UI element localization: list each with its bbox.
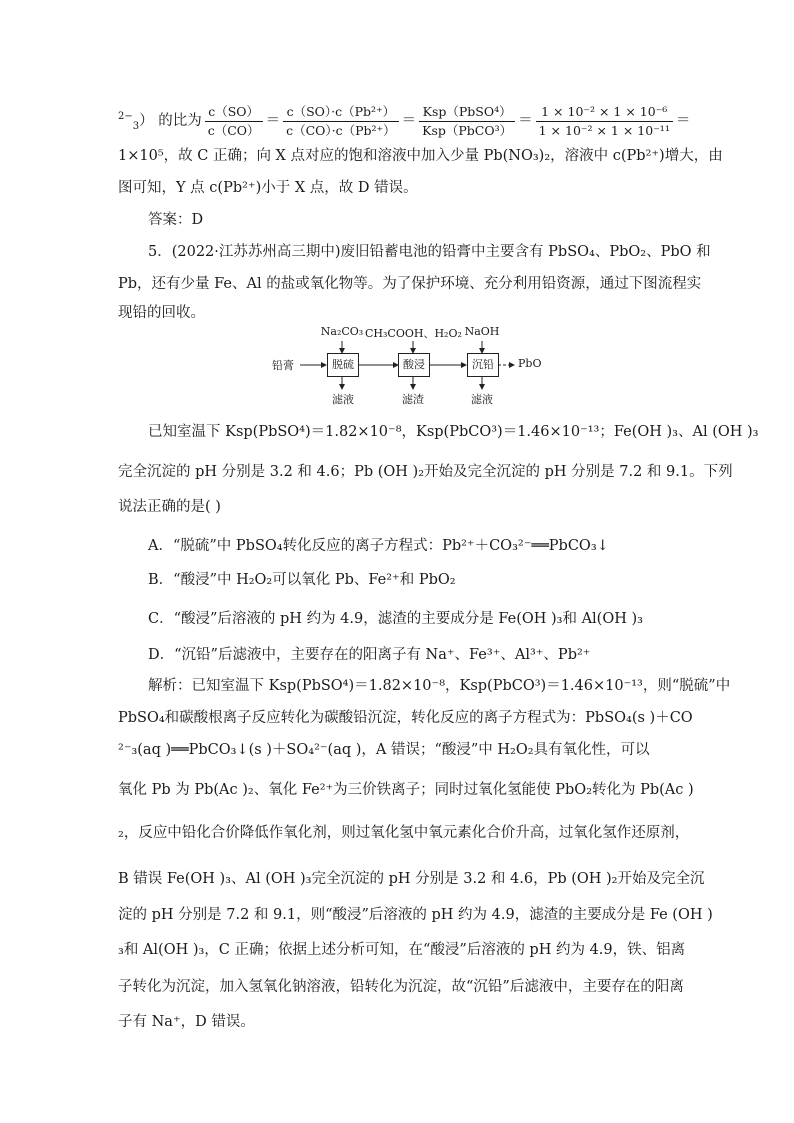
ratio-intro: ） 的比为 xyxy=(139,113,202,129)
analysis-line: 氧化 Pb 为 Pb(Ac )₂、氧化 Fe²⁺为三价铁离子；同时过氧化氢能使 PbO₂转化为 Pb(Ac ) xyxy=(118,782,694,798)
analysis-line: ²⁻₃(aq )══PbCO₃↓(s )＋SO₄²⁻(aq )，A 错误；“酸浸”中 H₂O₂具有氧化性，可以 xyxy=(118,742,650,758)
option-d: D．“沉铅”后滤液中，主要存在的阳离子有 Na⁺、Fe³⁺、Al³⁺、Pb²⁺ xyxy=(148,647,591,663)
text-line: 完全沉淀的 pH 分别是 3.2 和 4.6；Pb (OH )₂开始及完全沉淀的 pH 分别是 7.2 和 9.1。下列 xyxy=(118,464,733,480)
ion-charge: 2− xyxy=(118,111,133,122)
option-c: C．“酸浸”后溶液的 pH 约为 4.9，滤渣的主要成分是 Fe(OH )₃和 Al(OH )₃ xyxy=(148,611,643,627)
analysis-line: PbSO₄和碳酸根离子反应转化为碳酸铅沉淀，转化反应的离子方程式为：PbSO₄(s )＋CO xyxy=(118,710,693,726)
product-label: PbO xyxy=(518,357,542,370)
reagent-label: NaOH xyxy=(464,325,500,338)
start-label: 铅膏 xyxy=(272,359,294,372)
fraction-4: $\frac{\text{1 × 10⁻² × 1 × 10⁻⁶}}{\text{1 × 10⁻² × 1 × 10⁻¹¹}}$ xyxy=(536,104,673,139)
output-label: 滤渣 xyxy=(402,393,424,406)
fraction-1: $\frac{c(SO)}{c(CO)}$ xyxy=(205,104,263,139)
equals-sign: ＝ xyxy=(265,113,281,129)
output-label: 滤液 xyxy=(332,393,354,406)
analysis-line: 解析：已知室温下 Ksp(PbSO⁴)＝1.82×10⁻⁸，Ksp(PbCO³)＝1.46×10⁻¹³，则“脱硫”中 xyxy=(148,678,731,694)
process-box-desulfurize: 脱硫 xyxy=(327,353,359,377)
analysis-line: 子转化为沉淀，加入氢氧化钠溶液，铅转化为沉淀，故“沉铅”后滤液中，主要存在的阳离 xyxy=(118,979,684,995)
text-line: 图可知，Y 点 c(Pb²⁺)小于 X 点，故 D 错误。 xyxy=(118,180,418,196)
analysis-line: 淀的 pH 分别是 7.2 和 9.1，则“酸浸”后溶液的 pH 约为 4.9，滤渣的主要成分是 Fe (OH ) xyxy=(118,907,713,923)
text-line: 已知室温下 Ksp(PbSO⁴)＝1.82×10⁻⁸，Ksp(PbCO³)＝1.46×10⁻¹³；Fe(OH )₃、Al (OH )₃ xyxy=(148,424,759,440)
answer-line: 答案：D xyxy=(148,212,204,228)
question-text: 5．(2022·江苏苏州高三期中)废旧铅蓄电池的铅膏中主要含有 PbSO₄、PbO₂、PbO 和 xyxy=(148,244,711,260)
process-flowchart xyxy=(270,325,570,405)
fraction-2: $\frac{\text{c（SO）·c（Pb²⁺）}}{\text{c（CO）·c（Pb²⁺）}}$ xyxy=(283,104,399,139)
reagent-label: Na₂CO₃ xyxy=(320,325,364,338)
equals-sign: ＝ xyxy=(401,113,417,129)
analysis-line: 子有 Na⁺，D 错误。 xyxy=(118,1014,255,1030)
equals-sign: ＝ xyxy=(675,113,691,129)
analysis-line: ₂，反应中铅化合价降低作氧化剂，则过氧化氢中氧元素化合价升高，过氧化氢作还原剂， xyxy=(118,825,690,841)
question-text: 现铅的回收。 xyxy=(118,305,205,321)
process-box-acid-leach: 酸浸 xyxy=(398,353,430,377)
ratio-equation-line xyxy=(118,100,690,144)
ion-subscript: 3 xyxy=(132,121,140,132)
equals-sign: ＝ xyxy=(518,113,533,129)
text-line: 1×10⁵，故 C 正确；向 X 点对应的饱和溶液中加入少量 Pb(NO₃)₂，溶液中 c(Pb²⁺)增大，由 xyxy=(118,148,723,164)
option-b: B．“酸浸”中 H₂O₂可以氧化 Pb、Fe²⁺和 PbO₂ xyxy=(148,572,456,588)
question-text: Pb，还有少量 Fe、Al 的盐或氧化物等。为了保护环境、充分利用铅资源，通过下图流程实 xyxy=(118,276,702,292)
process-box-precipitate-lead: 沉铅 xyxy=(467,353,499,377)
output-label: 滤液 xyxy=(471,393,493,406)
text-line: 说法正确的是( ) xyxy=(118,499,221,515)
fraction-3: $\frac{\text{Ksp（PbSO⁴）}}{\text{Ksp（PbCO³）}}$ xyxy=(419,104,515,139)
analysis-line: B 错误 Fe(OH )₃、Al (OH )₃完全沉淀的 pH 分别是 3.2 和 4.6，Pb (OH )₂开始及完全沉 xyxy=(118,871,705,887)
option-a: A．“脱硫”中 PbSO₄转化反应的离子方程式：Pb²⁺＋CO₃²⁻══PbCO₃↓ xyxy=(148,538,609,554)
analysis-line: ₃和 Al(OH )₃，C 正确；依据上述分析可知，在“酸浸”后溶液的 pH 约为 4.9，铁、铝离 xyxy=(118,942,686,958)
reagent-label: CH₃COOH、H₂O₂ xyxy=(365,327,462,340)
